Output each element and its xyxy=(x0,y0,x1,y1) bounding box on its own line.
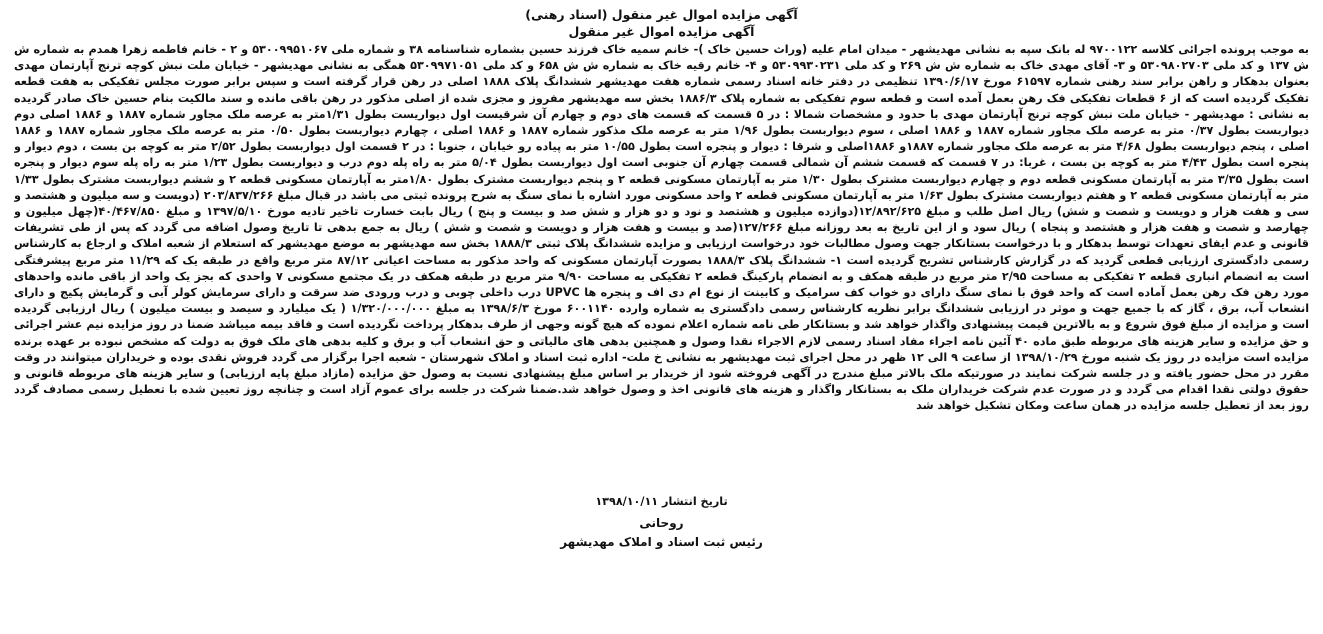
notice-footer xyxy=(14,494,1309,551)
signer-title: رئیس ثبت اسناد و املاک مهدیشهر xyxy=(560,535,763,549)
notice-subtitle: آگهی مزایده اموال غیر منقول xyxy=(568,24,755,39)
notice-header xyxy=(14,6,1309,40)
notice-body: به موجب پرونده اجرائی کلاسه ۹۷۰۰۱۲۲ له بانک سپه به نشانی مهدیشهر - میدان امام علیه (وراث حسین خاک )- خانم سمیه خاک فرزند حسین بشماره شناسنامه ۳۸ و شماره ملی ۵۳۰۰۹۹۵۱۰۶۷ و ۲ - خانم فاطمه زهرا همدم به شماره ش ش ۱۳۷ و کد ملی ۵۳۰۹۸۰۲۷۰۳ و ۳- آقای مهدی خاک به شماره ش ش ۲۶۹ و کد ملی ۵۳۰۹۹۳۰۲۳۱ و ۴- خانم رقیه خاک به شماره ش ش ۶۵۸ و کد ملی ۵۳۰۹۹۷۱۰۵۱ همگی به نشانی مهدیشهر - خیابان ملت نبش کوچه ترنج آپارتمان مهدی بعنوان بدهکار و راهن برابر سند رهنی شماره ۶۱۵۹۷ مورخ ۱۳۹۰/۶/۱۷ تنظیمی در دفتر خانه اسناد رسمی شماره هفت مهدیشهر ششدانگ پلاک ۱۸۸۸ اصلی در رهن قرار گرفته است و سپس برابر صورت مجلس تفکیکی به هفت قطعه تفکیک گردیده است که از ۶ قطعات تفکیکی فک رهن بعمل آمده است و قطعه سوم تفکیکی به شماره پلاک ۱۸۸۶/۳ بخش سه مهدیشهر مفروز و مجزی شده از اصلی مذکور در رهن باقی مانده و سند مالکیت بنام حسین خاک صادر گردیده به نشانی : مهدیشهر - خیابان ملت نبش کوچه ترنج آپارتمان مهدی با حدود و مشخصات شمالا : در ۵ قسمت که قسمت های دوم و چهارم آن شرقیست اول دیواریست بطول ۱/۳۱متر به عرصه ملک مجاور شماره ۱۸۸۷ و ۱۸۸۶ اصلی دوم دیواربست بطول ۰/۳۷ متر به عرصه ملک مجاور شماره ۱۸۸۷ و ۱۸۸۶ اصلی ، سوم دیواربست بطول ۱/۹۶ متر به عرصه ملک مذکور شماره ۱۸۸۷ و ۱۸۸۶ اصلی ، چهارم دیواربست بطول ۰/۵۰ متر به عرصه ملک مجاور شماره ۱۸۸۷ و ۱۸۸۶ اصلی ، پنجم دیواربست بطول ۴/۶۸ متر به عرصه ملک مجاور شماره ۱۸۸۷و ۱۸۸۶اصلی و شرقا : دیوار و پنجره است بطول ۱۰/۵۵ متر به پیاده رو خیابان ، جنوبا : در ۲ قسمت اول دیواربست بطول ۲/۵۲ متر به کوچه بن بست ، دوم دیوار و پنجره است بطول ۴/۴۳ متر به کوچه بن بست ، غربا: در ۷ قسمت که قسمت ششم آن شمالی قسمت چهارم آن جنوبی است اول دیواربست بطول ۵/۰۴ متر به راه پله دوم درب و دیواربست بطول ۱/۲۳ متر به راه پله سوم دیوار و پنجره است بطول ۳/۳۵ متر به آپارتمان مسکونی قطعه دوم و چهارم دیواربست مشترک بطول ۱/۳۰ متر به آپارتمان مسکونی قطعه ۲ و پنجم دیواربست مشترک بطول ۱/۸۰متر به آپارتمان مسکونی قطعه ۲ و ششم دیواربست مشترک بطول ۱/۳۳ متر به آپارتمان مسکونی قطعه ۲ و هفتم دیواربست مشترک بطول ۱/۶۳ متر به آپارتمان مسکونی قطعه ۲ واحد مسکونی مورد اشاره با نمای سنگ به شرح پرونده ثبتی می باشد در قبال مبلغ ۲۰۳/۸۳۷/۲۶۶ (دویست و سه میلیون و هشتصد و سی و هفت هزار و دویست و شصت و شش) ریال اصل طلب و مبلغ ۱۲/۸۹۲/۶۲۵(دوازده میلیون و هشتصد و نود و دو هزار و شش صد و بیست و پنج ) ریال بابت خسارت تاخیر تادیه مورخ ۱۳۹۷/۵/۱۰ و مبلغ ۴۰/۴۶۷/۸۵۰(چهل میلیون و چهارصد و شصت و هفت هزار و هشتصد و پنجاه ) ریال سود و از این تاریخ به بعد روزانه مبلغ ۱۲۷/۲۶۶(صد و بیست و هفت هزار و دویست و شصت و شش ) ریال به جمع بدهی تا تاریخ وصول اضافه می گردد که پس از طی تشریفات قانونی و عدم ایفای تعهدات توسط بدهکار و با درخواست بستانکار جهت وصول مطالبات خود درخواست ارزیابی و مزایده ششدانگ پلاک ثبتی ۱۸۸۸/۳ بخش سه مهدیشهر به موضع مهدیشهر که استعلام از شعبه املاک و ارجاع به کارشناس رسمی دادگستری ارزیابی قطعی گردید که در گزارش کارشناس تشریح گردیده است ۱- ششدانگ پلاک ۱۸۸۸/۳ بصورت آپارتمان مسکونی که واحد مذکور به مساحت اعیانی ۸۷/۱۲ متر مربع واقع در طبقه یک که ۱۱/۲۹ متر مربع پیشرفتگی است به انضمام انباری قطعه ۲ تفکیکی به مساحت ۲/۹۵ متر مربع در طبقه همکف و به انضمام پارکینگ قطعه ۲ تفکیکی به مساحت ۹/۹۰ متر مربع در طبقه همکف در یک مجتمع مسکونی ۷ واحدی که بجز یک واحد از باقی مانده واحدهای مورد رهن فک رهن بعمل آماده است که واحد فوق با نمای سنگ دارای دو خواب کف سرامیک و کابینت از نوع ام دی اف و پنجره ها UPVC درب داخلی چوبی و درب ورودی ضد سرقت و دارای سرمایش کولر آبی و گرمایش پکیج و دارای انشعاب آب، برق ، گاز که با جمیع جهت و موثر در ارزیابی ششدانگ برابر نظریه کارشناس رسمی دادگستری به شماره وارده ۶۰۰۱۱۴۰ مورخ ۱۳۹۸/۶/۳ به مبلغ ۱/۳۲۰/۰۰۰/۰۰۰ ( یک میلیارد و سیصد و بیست میلیون ) ریال ارزیابی گردیده است و مزایده از مبلغ فوق شروع و به بالاترین قیمت پیشنهادی واگذار خواهد شد و بستانکار طی نامه شماره اعلام نموده که هیچ گونه وجهی از طرف بدهکار پرداخت نگردیده است و فاقد بیمه میباشد ضمنا در روز مزایده نیم عشر اجرائی و حق مزایده و سایر هزینه های مربوطه طبق ماده ۴۰ آئین نامه اجراء مفاد اسناد رسمی لازم الاجراء نقدا وصول و همچنین بدهی های مالیاتی و حق انشعاب آب و برق و کلیه بدهی های ملک فوق به دولت که مشخص نبوده بر عهده برنده مزایده است مزایده در روز یک شنبه مورخ ۱۳۹۸/۱۰/۲۹ از ساعت ۹ الی ۱۲ ظهر در محل اجرای ثبت مهدیشهر به نشانی خ ملت- اداره ثبت اسناد و املاک شهرستان - شعبه اجرا برگزار می گردد فروش نقدی بوده و خریداران میتوانند در وقت مقرر در محل حضور یافته و در جلسه شرکت نمایند در صورتیکه ملک بالاتر مبلغ مندرج در آگهی فروخته شود از خریدار بر اساس مبلغ پیشنهادی نسبت به وصول حق مزایده (مازاد مبلغ پایه ارزیابی) و سایر هزینه های مربوطه قانونی و حقوق دولتی نقدا اقدام می گردد و در صورت عدم شرکت خریداران ملک به بستانکار واگذار و هزینه های قانونی اخذ و وصول خواهد شد.ضمنا شرکت در جلسه برای عموم آزاد است و چنانچه روز تعیین شده با تعطیل رسمی مصادف گردد روز بعد از تعطیل جلسه مزایده در همان ساعت ومکان تشکیل خواهد شد xyxy=(14,43,1309,413)
signer-name: روحانی xyxy=(639,516,684,530)
notice-title: آگهی مزایده اموال غیر منقول (اسناد رهنی) xyxy=(525,7,798,22)
publish-date: تاریخ انتشار ۱۳۹۸/۱۰/۱۱ xyxy=(595,495,728,508)
